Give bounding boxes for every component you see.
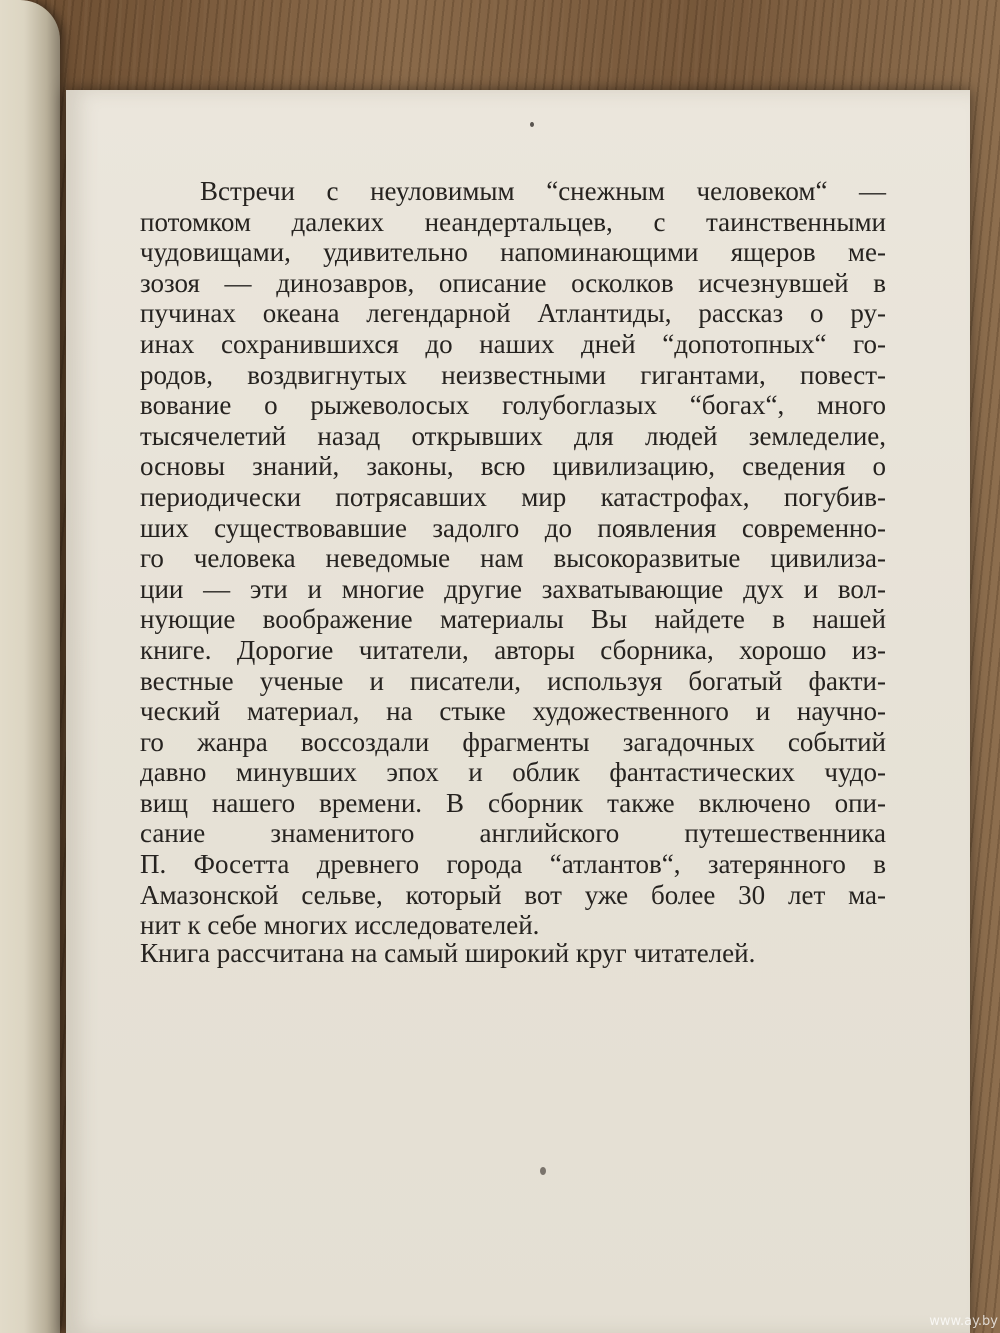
book-page	[66, 90, 970, 1333]
text-line: ческий материал, на стыке художественного и научно-	[140, 696, 886, 727]
text-line: вищ нашего времени. В сборник также включено опи-	[140, 787, 886, 818]
text-line: вование о рыжеволосых голубоглазых “богах“, много	[140, 390, 886, 421]
watermark: www.ay.by	[929, 1314, 998, 1329]
text-line: сание знаменитого английского путешественника	[140, 818, 886, 849]
text-line: инах сохранившихся до наших дней “допотопных“ го-	[140, 328, 886, 359]
closing-line: Книга рассчитана на самый широкий круг читателей.	[140, 938, 756, 968]
page-speck	[540, 1167, 546, 1175]
text-line: чудовищами, удивительно напоминающими ящеров ме-	[140, 237, 886, 268]
page-speck	[530, 122, 534, 127]
text-line: пучинах океана легендарной Атлантиды, рассказ о ру-	[140, 298, 886, 329]
text-line: зозоя — динозавров, описание осколков исчезнувшей в	[140, 267, 886, 298]
text-line: периодически потрясавших мир катастрофах, погубив-	[140, 481, 886, 512]
text-line: тысячелетий назад открывших для людей земледелие,	[140, 420, 886, 451]
text-line: основы знаний, законы, всю цивилизацию, сведения о	[140, 451, 886, 482]
text-line: ших существовавшие задолго до появления современно-	[140, 512, 886, 543]
text-line: ции — эти и многие другие захватывающие дух и вол-	[140, 573, 886, 604]
text-line: го жанра воссоздали фрагменты загадочных событий	[140, 726, 886, 757]
text-line: го человека неведомые нам высокоразвитые цивилиза-	[140, 543, 886, 574]
annotation-paragraph	[140, 176, 886, 941]
text-line: вестные ученые и писатели, используя богатый факти-	[140, 665, 886, 696]
text-line: П. Фосетта древнего города “атлантов“, затерянного в	[140, 849, 886, 880]
text-line: Встречи с неуловимым “снежным человеком“ —	[200, 176, 886, 206]
text-line: нующие воображение материалы Вы найдете в нашей	[140, 604, 886, 635]
text-line: Амазонской сельве, который вот уже более 30 лет ма-	[140, 879, 886, 910]
text-line: книге. Дорогие читатели, авторы сборника, хорошо из-	[140, 634, 886, 665]
text-line: потомком далеких неандертальцев, с таинственными	[140, 206, 886, 237]
text-line: нит к себе многих исследователей.	[140, 910, 540, 941]
text-line: родов, воздвигнутых неизвестными гигантами, повест-	[140, 359, 886, 390]
text-line: давно минувших эпох и облик фантастических чудо-	[140, 757, 886, 788]
left-page-edge	[0, 0, 60, 1333]
